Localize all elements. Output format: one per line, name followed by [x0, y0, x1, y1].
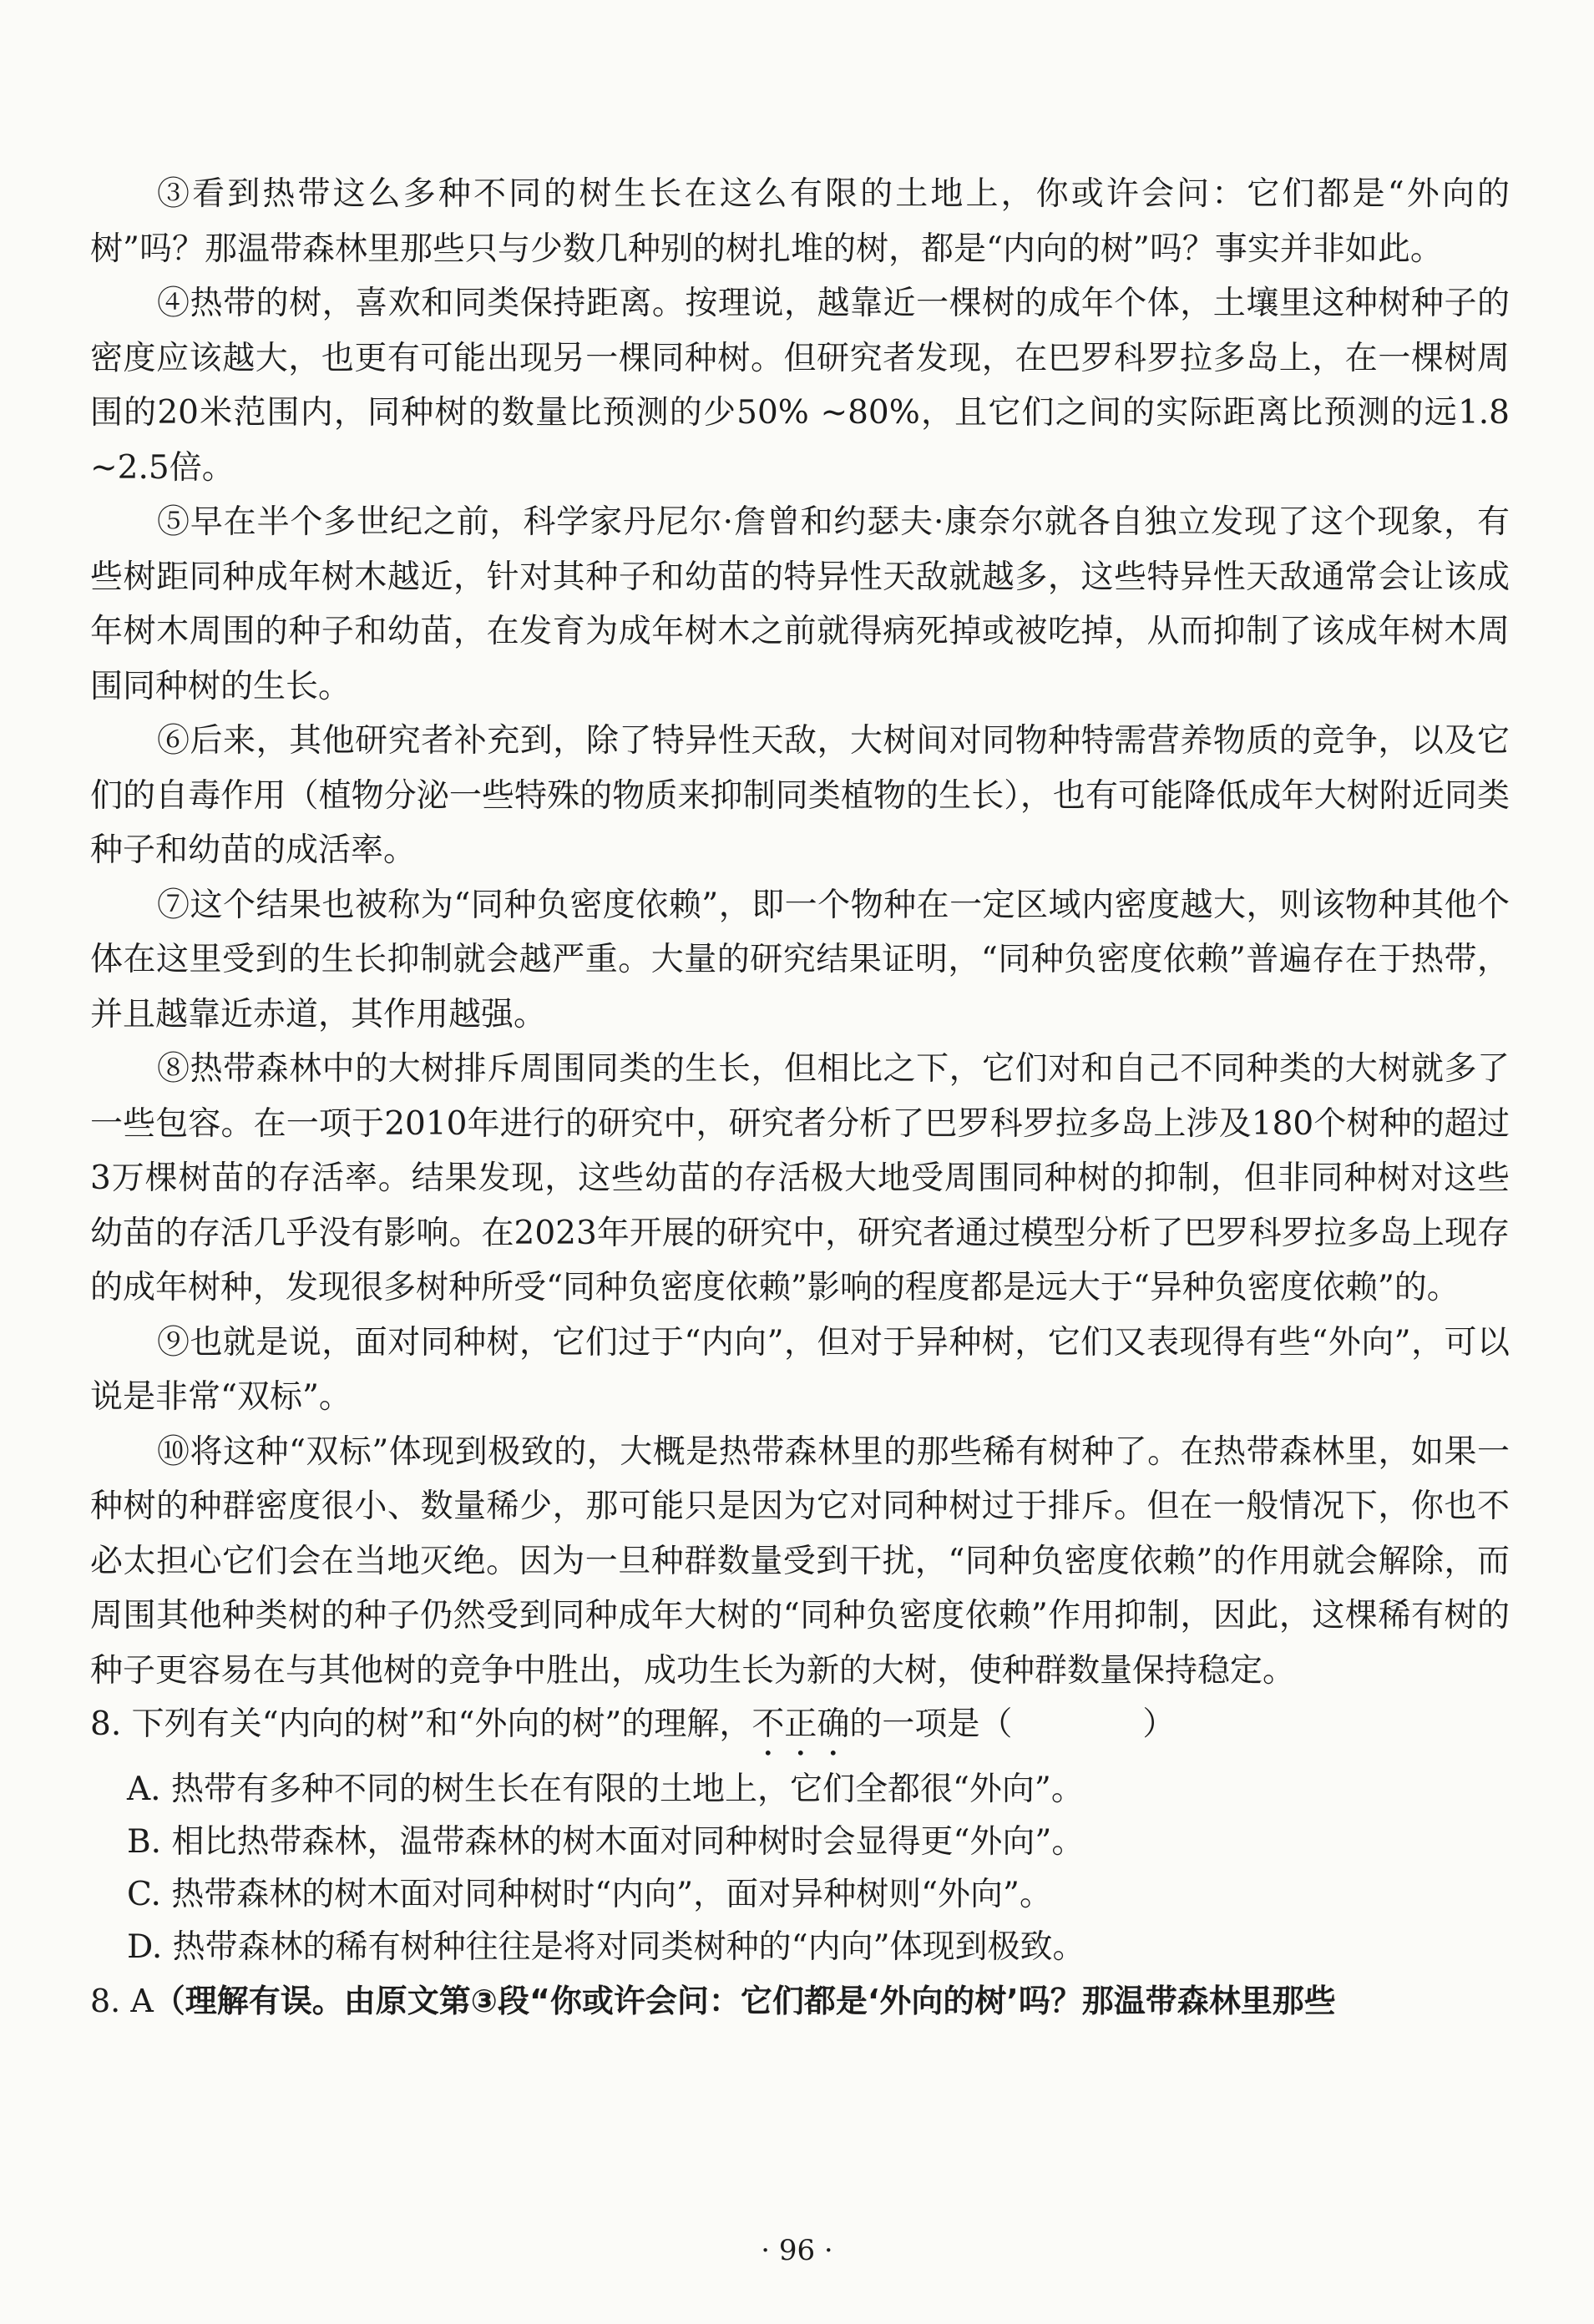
paragraph-5: ⑤早在半个多世纪之前，科学家丹尼尔·詹曾和约瑟夫·康奈尔就各自独立发现了这个现象，有些树距同种成年树木越近，针对其种子和幼苗的特异性天敌就越多，这些特异性天敌通常会让该成年树木周围的种子和幼苗，在发育为成年树木之前就得病死掉或被吃掉，从而抑制了该成年树木周围同种树的生长。 [90, 503, 1510, 705]
document-body [90, 167, 1510, 2028]
stem-emphasis: 不正确 [751, 1705, 850, 1743]
option-c: C. 热带森林的树木面对同种树时“内向”，面对异种树则“外向”。 [127, 1876, 1052, 1913]
paragraph-6: ⑥后来，其他研究者补充到，除了特异性天敌，大树间对同物种特需营养物质的竞争，以及它们的自毒作用（植物分泌一些特殊的物质来抑制同类植物的生长），也有可能降低成年大树附近同类种子和幼苗的成活率。 [90, 722, 1510, 869]
paragraph-4: ④热带的树，喜欢和同类保持距离。按理说，越靠近一棵树的成年个体，土壤里这种树种子的密度应该越大，也更有可能出现另一棵同种树。但研究者发现，在巴罗科罗拉多岛上，在一棵树周围的20米范围内，同种树的数量比预测的少50% ~80%，且它们之间的实际距离比预测的远1.8 ~2.5倍。 [90, 285, 1510, 487]
option-d: D. 热带森林的稀有树种往往是将对同类树种的“内向”体现到极致。 [127, 1928, 1085, 1966]
answer-text: （理解有误。由原文第③段“你或许会问：它们都是‘外向的树’吗？那温带森林里那些 [153, 1983, 1336, 2019]
paragraph-8: ⑧热带森林中的大树排斥周围同类的生长，但相比之下，它们对和自己不同种类的大树就多了一些包容。在一项于2010年进行的研究中，研究者分析了巴罗科罗拉多岛上涉及180个树种的超过3万棵树苗的存活率。结果发现，这些幼苗的存活极大地受周围同种树的抑制，但非同种树对这些幼苗的存活几乎没有影响。在2023年开展的研究中，研究者通过模型分析了巴罗科罗拉多岛上现存的成年树种，发现很多树种所受“同种负密度依赖”影响的程度都是远大于“异种负密度依赖”的。 [90, 1050, 1510, 1306]
stem-before: 8. 下列有关“内向的树”和“外向的树”的理解， [90, 1705, 752, 1743]
question-8 [90, 1698, 1510, 1973]
stem-after: 的一项是（ ） [849, 1705, 1176, 1743]
answer-label: 8. A [90, 1983, 154, 2019]
paragraph-3: ③看到热带这么多种不同的树生长在这么有限的土地上，你或许会问：它们都是“外向的树”吗？那温带森林里那些只与少数几种别的树扎堆的树，都是“内向的树”吗？事实并非如此。 [90, 175, 1510, 268]
page-number: · 96 · [761, 2234, 833, 2267]
option-b: B. 相比热带森林，温带森林的树木面对同种树时会显得更“外向”。 [127, 1823, 1085, 1861]
paragraph-7: ⑦这个结果也被称为“同种负密度依赖”，即一个物种在一定区域内密度越大，则该物种其他个体在这里受到的生长抑制就会越严重。大量的研究结果证明，“同种负密度依赖”普遍存在于热带，并且越靠近赤道，其作用越强。 [90, 886, 1510, 1033]
answer-line [90, 1975, 1510, 2028]
paragraph-10: ⑩将这种“双标”体现到极致的，大概是热带森林里的那些稀有树种了。在热带森林里，如果一种树的种群密度很小、数量稀少，那可能只是因为它对同种树过于排斥。但在一般情况下，你也不必太担心它们会在当地灭绝。因为一旦种群数量受到干扰，“同种负密度依赖”的作用就会解除，而周围其他种类树的种子仍然受到同种成年大树的“同种负密度依赖”作用抑制，因此，这棵稀有树的种子更容易在与其他树的竞争中胜出，成功生长为新的大树，使种群数量保持稳定。 [90, 1432, 1510, 1690]
paragraph-9: ⑨也就是说，面对同种树，它们过于“内向”，但对于异种树，它们又表现得有些“外向”，可以说是非常“双标”。 [90, 1323, 1510, 1416]
question-stem [90, 1698, 1510, 1763]
option-a: A. 热带有多种不同的树生长在有限的土地上，它们全都很“外向”。 [127, 1771, 1084, 1808]
